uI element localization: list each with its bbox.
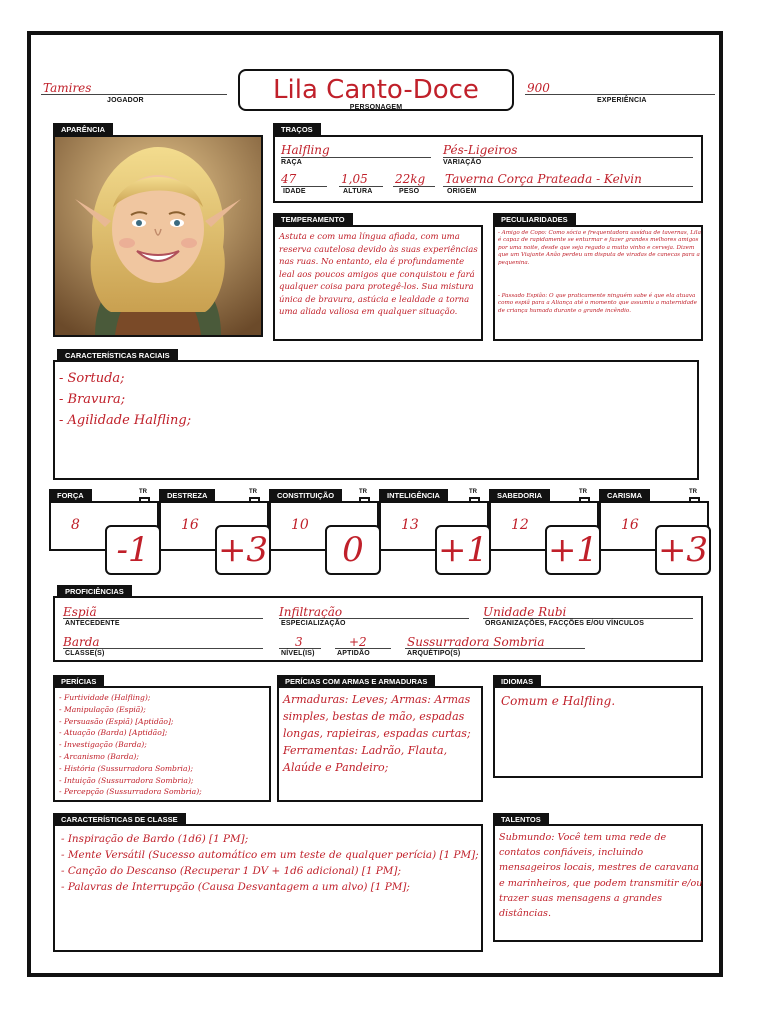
- proficiencies-tab: PROFICIÊNCIAS: [57, 585, 132, 599]
- attribute-name-strength: FORÇA: [49, 489, 92, 503]
- weapons-box: [277, 686, 483, 802]
- skill-item: - Furtividade (Halfling);: [59, 693, 151, 702]
- attribute-modifier-constitution[interactable]: 0: [325, 525, 381, 575]
- skill-item: - Investigação (Barda);: [59, 740, 147, 750]
- traits-box: [273, 135, 703, 203]
- attribute-name-wisdom: SABEDORIA: [489, 489, 550, 503]
- class-label: CLASSE(S): [65, 650, 105, 657]
- racial-item: - Agilidade Halfling;: [59, 413, 192, 428]
- skill-item: - Manipulação (Espiã);: [59, 704, 146, 714]
- saving-throw-label: TR: [469, 489, 477, 495]
- saving-throw-label: TR: [579, 489, 587, 495]
- attribute-modifier-intelligence[interactable]: +1: [435, 525, 491, 575]
- skills-list[interactable]: [59, 692, 271, 798]
- skill-item: - Arcanismo (Barda);: [59, 751, 139, 761]
- traits-tab: TRAÇOS: [273, 123, 321, 137]
- character-label: PERSONAGEM: [349, 104, 403, 111]
- height-label: ALTURA: [343, 188, 373, 195]
- portrait-image: [55, 137, 261, 335]
- class-feature-item: - Canção do Descanso (Recuperar 1 DV + 1d6 adicional) [1 PM];: [61, 865, 401, 877]
- attribute-name-charisma: CARISMA: [599, 489, 650, 503]
- organizations-label: ORGANIZAÇÕES, FACÇÕES E/OU VÍNCULOS: [485, 620, 645, 627]
- skill-item: - Intuição (Sussurradora Sombria);: [59, 775, 194, 785]
- saving-throw-label: TR: [359, 489, 367, 495]
- attribute-name-intelligence: INTELIGÊNCIA: [379, 489, 448, 503]
- weapons-text[interactable]: Armaduras: Leves; Armas: Armas simples, bestas de mão, espadas longas, rapieiras, espadas curtas; Ferramentas: Ladrão, Flauta, Alaúde e Pandeiro;: [283, 693, 471, 774]
- race-value[interactable]: Halfling: [281, 143, 330, 157]
- xp-value[interactable]: 900: [527, 81, 550, 95]
- skill-item: - História (Sussurradora Sombria);: [59, 763, 194, 773]
- class-value[interactable]: Barda: [63, 635, 100, 649]
- attribute-modifier-dexterity[interactable]: +3: [215, 525, 271, 575]
- peculiarities-text-1[interactable]: - Amigo de Copo: Como sócia e frequentadora assídua de tavernas, Lila é capaz de rapidamente se enturmar e fazer grandes melhores amigos por uma noite, desde que seja regado a muito vinho e cerveja. Dizem que um Viajante Anão perdeu um disputa de viradas de canecas para a pequenina.: [498, 230, 701, 266]
- class-feature-item: - Inspiração de Bardo (1d6) [1 PM];: [61, 833, 249, 845]
- class-features-box: [53, 824, 483, 952]
- variation-label: VARIAÇÃO: [443, 159, 482, 166]
- attribute-score-charisma[interactable]: 16: [621, 517, 639, 533]
- appearance-tab: APARÊNCIA: [53, 123, 113, 137]
- attribute-name-dexterity: DESTREZA: [159, 489, 215, 503]
- peculiarities-tab: PECULIARIDADES: [493, 213, 576, 227]
- talents-text[interactable]: Submundo: Você tem uma rede de contatos confiáveis, incluindo mensageiros locais, mestres de caravana e marinheiros, que podem transmitir e/ou trazer suas mensagens a grandes distâncias.: [499, 832, 703, 920]
- aptitude-label: APTIDÃO: [337, 650, 370, 657]
- saving-throw-label: TR: [689, 489, 697, 495]
- class-features-tab: CARACTERÍSTICAS DE CLASSE: [53, 813, 186, 827]
- player-value[interactable]: Tamires: [43, 81, 92, 95]
- talents-tab: TALENTOS: [493, 813, 549, 827]
- class-features-list[interactable]: [61, 831, 479, 895]
- age-label: IDADE: [283, 188, 306, 195]
- attribute-name-constitution: CONSTITUIÇÃO: [269, 489, 342, 503]
- player-label: JOGADOR: [107, 97, 144, 104]
- peculiarities-text-2[interactable]: - Passado Espião: O que praticamente ninguém sabe é que ela atuava como espiã para a Aliança até o momento que assumiu a maternidade de criança humada durante o grande incêndio.: [498, 293, 697, 314]
- saving-throw-label: TR: [249, 489, 257, 495]
- specialization-label: ESPECIALIZAÇÃO: [281, 620, 346, 627]
- skills-box: [53, 686, 271, 802]
- temperament-text[interactable]: Astuta e com uma língua afiada, com uma reserva cautelosa devido às suas experiências nas ruas. No entanto, ela é profundamente leal aos poucos amigos que conquistou e fará qualquer coisa para protegê-los. Sua mistura única de bravura, astúcia e lealdade a torna uma aliada valiosa em qualquer situação.: [279, 232, 478, 317]
- attribute-score-constitution[interactable]: 10: [291, 517, 309, 533]
- age-value[interactable]: 47: [281, 172, 297, 186]
- variation-value[interactable]: Pés-Ligeiros: [443, 143, 518, 157]
- character-sheet: [27, 31, 723, 977]
- languages-tab: IDIOMAS: [493, 675, 541, 689]
- peculiarities-box: [493, 225, 703, 341]
- organizations-value[interactable]: Unidade Rubi: [483, 605, 567, 619]
- race-label: RAÇA: [281, 159, 303, 166]
- racial-item: - Bravura;: [59, 392, 126, 407]
- background-label: ANTECEDENTE: [65, 620, 120, 627]
- origin-value[interactable]: Taverna Corça Prateada - Kelvin: [445, 172, 642, 186]
- archetype-value[interactable]: Sussurradora Sombria: [407, 635, 545, 649]
- languages-box: [493, 686, 703, 778]
- class-feature-item: - Mente Versátil (Sucesso automático em um teste de qualquer perícia) [1 PM];: [61, 849, 479, 861]
- height-value[interactable]: 1,05: [341, 172, 368, 186]
- weapons-tab: PERÍCIAS COM ARMAS E ARMADURAS: [277, 675, 435, 689]
- class-feature-item: - Palavras de Interrupção (Causa Desvantagem a um alvo) [1 PM];: [61, 881, 410, 893]
- specialization-value[interactable]: Infiltração: [279, 605, 343, 619]
- origin-label: ORIGEM: [447, 188, 477, 195]
- skill-item: - Percepção (Sussurradora Sombria);: [59, 787, 202, 797]
- archetype-label: ARQUÉTIPO(S): [407, 650, 461, 657]
- xp-label: EXPERIÊNCIA: [597, 97, 647, 104]
- attribute-score-intelligence[interactable]: 13: [401, 517, 419, 533]
- attribute-score-strength[interactable]: 8: [71, 517, 80, 533]
- skill-item: - Persuasão (Espiã) [Aptidão];: [59, 716, 174, 726]
- racial-list[interactable]: [59, 368, 191, 431]
- level-label: NÍVEL(IS): [281, 650, 315, 657]
- character-name-frame: [238, 69, 514, 111]
- racial-tab: CARACTERÍSTICAS RACIAIS: [57, 349, 178, 363]
- weight-value[interactable]: 22kg: [395, 172, 426, 186]
- attribute-score-dexterity[interactable]: 16: [181, 517, 199, 533]
- languages-text[interactable]: Comum e Halfling.: [501, 694, 616, 708]
- background-value[interactable]: Espiã: [63, 605, 97, 619]
- attribute-score-wisdom[interactable]: 12: [511, 517, 529, 533]
- temperament-tab: TEMPERAMENTO: [273, 213, 353, 227]
- aptitude-value[interactable]: +2: [349, 635, 367, 649]
- temperament-box: [273, 225, 483, 341]
- talents-box: [493, 824, 703, 942]
- attribute-modifier-wisdom[interactable]: +1: [545, 525, 601, 575]
- attribute-modifier-strength[interactable]: -1: [105, 525, 161, 575]
- saving-throw-label: TR: [139, 489, 147, 495]
- portrait-frame: [53, 135, 263, 337]
- attribute-modifier-charisma[interactable]: +3: [655, 525, 711, 575]
- skill-item: - Atuação (Barda) [Aptidão];: [59, 728, 168, 738]
- character-name[interactable]: Lila Canto-Doce: [273, 75, 479, 105]
- level-value[interactable]: 3: [295, 635, 303, 649]
- weight-label: PESO: [399, 188, 420, 195]
- skills-tab: PERÍCIAS: [53, 675, 104, 689]
- proficiencies-box: [53, 596, 703, 662]
- racial-box: [53, 360, 699, 480]
- racial-item: - Sortuda;: [59, 371, 125, 386]
